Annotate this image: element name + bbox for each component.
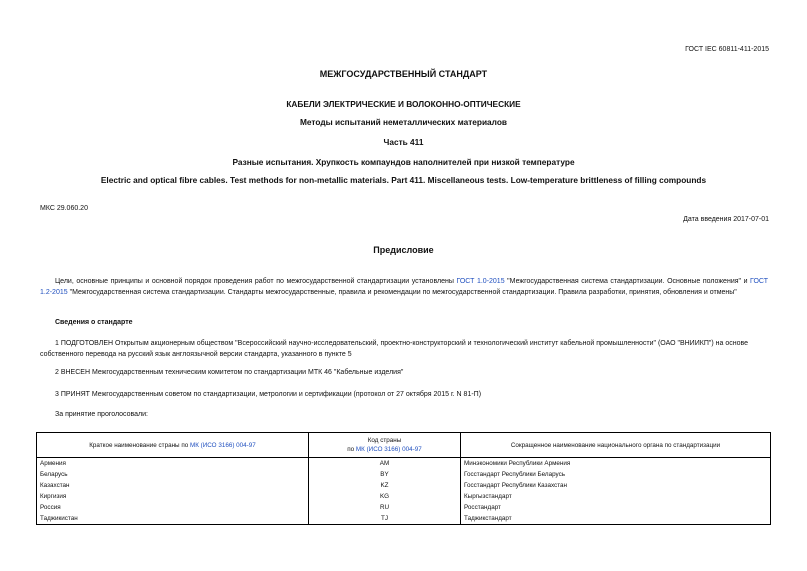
header-code — [309, 433, 461, 458]
header-country-text: Краткое наименование страны по — [89, 441, 190, 449]
p1-text-a: Цели, основные принципы и основной порядок проведения работ по межгосударственной стандартизации установлены — [55, 278, 457, 285]
p1-text-c: "Межгосударственная система стандартизации. Стандарты межгосударственные, правила и рекомендации по межгосударственной стандартизации. Правила разработки, принятия, обновления и отмены" — [67, 288, 737, 296]
country-cell: Армения — [37, 458, 309, 470]
body-cell: Минэкономики Республики Армения — [461, 458, 771, 470]
item-submitted: 2 ВНЕСЕН Межгосударственным техническим комитетом по стандартизации МТК 46 "Кабельные изделия" — [55, 369, 404, 376]
iso-link-col2[interactable]: МК (ИСО 3166) 004-97 — [355, 446, 422, 453]
table-header-row — [37, 433, 771, 458]
country-cell: Казахстан — [37, 480, 309, 491]
country-cell: Беларусь — [37, 469, 309, 480]
table-row — [37, 491, 771, 502]
iso-link-col1[interactable]: МК (ИСО 3166) 004-97 — [189, 441, 256, 449]
header-body: Сокращенное наименование национального органа по стандартизации — [461, 433, 771, 458]
preface-heading: Предисловие — [373, 245, 434, 255]
part-title-en: Electric and optical fibre cables. Test methods for non-metallic materials. Part 411. Miscellaneous tests. Low-temperature brittleness of filling compounds — [100, 175, 707, 185]
mks-code: МКС 29.060.20 — [40, 205, 88, 212]
part-number: Часть 411 — [383, 137, 424, 147]
body-cell: Кыргызстандарт — [461, 491, 771, 502]
part-title-ru: Разные испытания. Хрупкость компаундов наполнителей при низкой температуре — [232, 157, 575, 167]
table-row — [37, 469, 771, 480]
item-prepared — [40, 339, 780, 360]
document-code: ГОСТ IEC 60811-411-2015 — [685, 46, 769, 53]
gost-1-2-link[interactable]: ГОСТ 1.2-2015 — [40, 278, 768, 296]
body-cell: Госстандарт Республики Беларусь — [461, 469, 771, 480]
header-country — [37, 433, 309, 458]
about-standard-heading: Сведения о стандарте — [55, 319, 133, 326]
table-row — [37, 458, 771, 470]
gost-1-0-link[interactable]: ГОСТ 1.0-2015 — [456, 278, 505, 285]
country-cell: Россия — [37, 502, 309, 513]
p1-text-b: "Межгосударственная система стандартизации. Основные положения" и — [504, 278, 751, 285]
code-cell: KG — [309, 491, 461, 502]
code-cell: BY — [309, 469, 461, 480]
table-row — [37, 502, 771, 513]
table-row — [37, 513, 771, 525]
document-title: КАБЕЛИ ЭЛЕКТРИЧЕСКИЕ И ВОЛОКОННО-ОПТИЧЕСКИЕ — [286, 99, 521, 109]
voted-label: За принятие проголосовали: — [55, 411, 148, 418]
preface-paragraph — [40, 277, 768, 298]
intro-date: Дата введения 2017-07-01 — [683, 216, 769, 223]
item-adopted: 3 ПРИНЯТ Межгосударственным советом по стандартизации, метрологии и сертификации (протокол от 27 октября 2015 г. N 81-П) — [55, 391, 482, 398]
table-row — [37, 480, 771, 491]
header-code-text: Код страны — [367, 437, 402, 444]
body-cell: Госстандарт Республики Казахстан — [461, 480, 771, 491]
document-subtitle: Методы испытаний неметаллических материалов — [299, 117, 507, 127]
countries-table — [36, 432, 771, 525]
body-cell: Таджикстандарт — [461, 513, 771, 525]
item-prepared-line2: собственного перевода на русский язык англоязычной версии стандарта, указанного в пункте 5 — [40, 350, 352, 358]
code-cell: KZ — [309, 480, 461, 491]
standard-type-heading: МЕЖГОСУДАРСТВЕННЫЙ СТАНДАРТ — [319, 69, 488, 79]
country-cell: Киргизия — [37, 491, 309, 502]
code-cell: RU — [309, 502, 461, 513]
item-prepared-line1: 1 ПОДГОТОВЛЕН Открытым акционерным обществом "Всероссийский научно-исследовательский, проектно-конструкторский и технологический институт кабельной промышленности" (ОАО "ВНИИКП") на основе — [55, 340, 748, 347]
code-cell: TJ — [309, 513, 461, 525]
country-cell: Таджикистан — [37, 513, 309, 525]
code-cell: AM — [309, 458, 461, 470]
header-code-prefix: по — [347, 446, 356, 453]
body-cell: Росстандарт — [461, 502, 771, 513]
